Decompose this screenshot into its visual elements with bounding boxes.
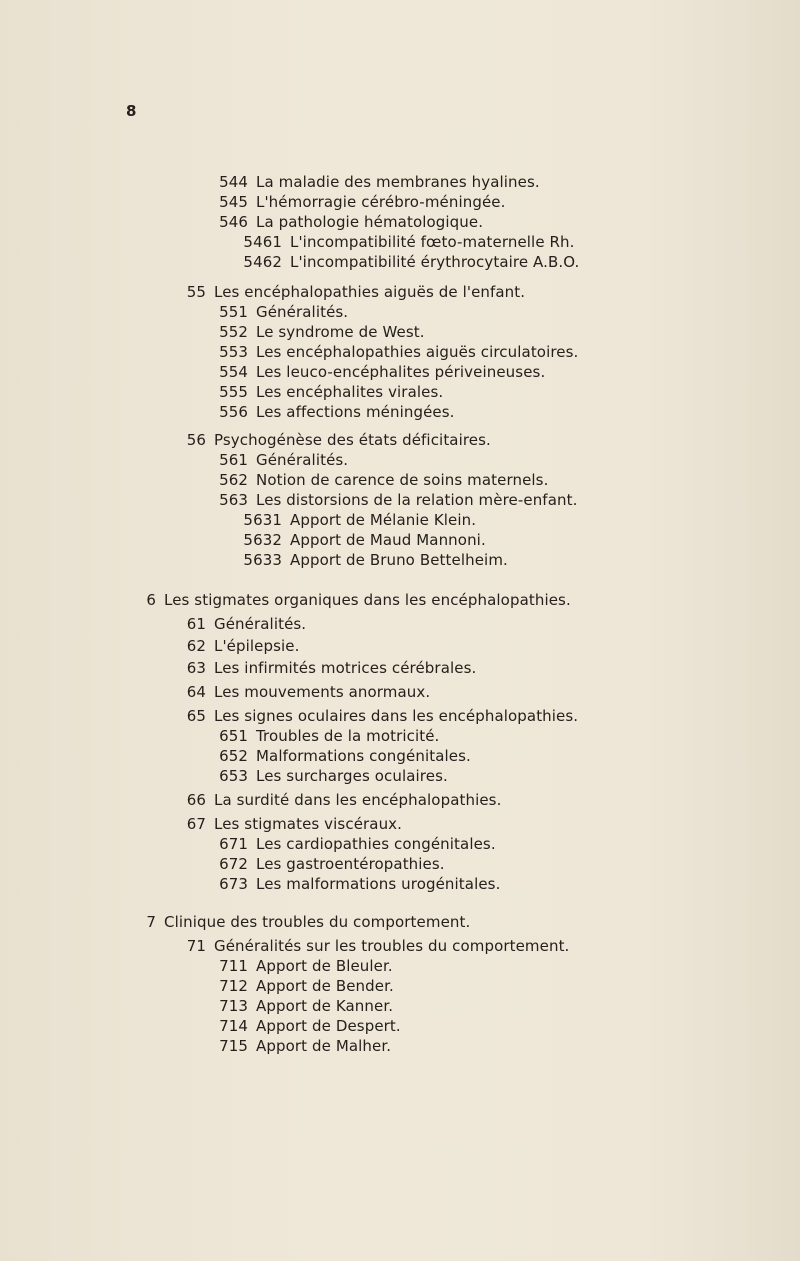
toc-entry-title: L'hémorragie cérébro-méningée. — [256, 193, 506, 211]
toc-entry-number: 67 — [186, 815, 206, 833]
toc-entry-title: Généralités sur les troubles du comportement. — [214, 937, 570, 955]
toc-entry — [144, 912, 470, 932]
toc-entry — [216, 362, 545, 382]
toc-entry-title: L'incompatibilité fœto-maternelle Rh. — [290, 233, 575, 251]
toc-entry-title: Les encéphalopathies aiguës de l'enfant. — [214, 283, 526, 301]
toc-entry — [216, 854, 445, 874]
toc-entry-number: 551 — [219, 303, 248, 321]
toc-entry-number: 651 — [219, 727, 248, 745]
toc-entry — [240, 530, 486, 550]
toc-entry — [180, 936, 569, 956]
toc-entry-title: Les signes oculaires dans les encéphalopathies. — [214, 707, 579, 725]
toc-entry-title: Généralités. — [214, 615, 307, 633]
toc-entry — [216, 192, 506, 212]
toc-entry-number: 561 — [219, 451, 248, 469]
toc-entry-number: 64 — [186, 683, 206, 701]
toc-entry — [180, 706, 578, 726]
toc-entry — [216, 1016, 401, 1036]
toc-entry-title: Apport de Bleuler. — [256, 957, 393, 975]
toc-entry-title: La maladie des membranes hyalines. — [256, 173, 540, 191]
toc-entry-title: Les encéphalites virales. — [256, 383, 444, 401]
toc-entry-title: Notion de carence de soins maternels. — [256, 471, 549, 489]
toc-entry-title: Les leuco-encéphalites périveineuses. — [256, 363, 546, 381]
toc-entry — [216, 172, 540, 192]
toc-entry-number: 5632 — [243, 531, 282, 549]
toc-entry-number: 62 — [186, 637, 206, 655]
toc-entry-title: Les distorsions de la relation mère-enfant. — [256, 491, 578, 509]
toc-entry — [216, 382, 443, 402]
toc-entry-title: L'incompatibilité érythrocytaire A.B.O. — [290, 253, 580, 271]
toc-entry — [144, 590, 571, 610]
toc-entry — [216, 470, 548, 490]
toc-entry — [216, 726, 439, 746]
toc-entry — [240, 232, 575, 252]
toc-entry — [180, 614, 306, 634]
toc-entry — [216, 874, 500, 894]
toc-entry-title: Apport de Despert. — [256, 1017, 401, 1035]
toc-entry-number: 714 — [219, 1017, 248, 1035]
toc-entry-title: La pathologie hématologique. — [256, 213, 484, 231]
toc-entry-title: Les infirmités motrices cérébrales. — [214, 659, 477, 677]
toc-entry-number: 544 — [219, 173, 248, 191]
toc-entry — [180, 282, 525, 302]
toc-entry — [216, 212, 483, 232]
toc-entry — [180, 658, 476, 678]
toc-entry-number: 56 — [186, 431, 206, 449]
toc-entry-number: 5633 — [243, 551, 282, 569]
toc-entry-number: 5462 — [243, 253, 282, 271]
toc-entry-number: 711 — [219, 957, 248, 975]
toc-entry-number: 653 — [219, 767, 248, 785]
toc-entry — [216, 1036, 391, 1056]
toc-entry-title: Apport de Bender. — [256, 977, 394, 995]
toc-entry-number: 61 — [186, 615, 206, 633]
toc-entry-number: 652 — [219, 747, 248, 765]
toc-entry-number: 713 — [219, 997, 248, 1015]
toc-entry-number: 65 — [186, 707, 206, 725]
toc-entry-title: Les mouvements anormaux. — [214, 683, 431, 701]
toc-entry-title: Les stigmates organiques dans les encéphalopathies. — [164, 591, 571, 609]
toc-entry-title: Apport de Bruno Bettelheim. — [290, 551, 508, 569]
toc-entry-number: 545 — [219, 193, 248, 211]
toc-entry — [216, 450, 348, 470]
toc-entry-number: 672 — [219, 855, 248, 873]
toc-entry-number: 712 — [219, 977, 248, 995]
toc-entry — [180, 790, 501, 810]
toc-entry — [216, 342, 578, 362]
toc-entry-number: 55 — [186, 283, 206, 301]
toc-entry — [216, 834, 496, 854]
toc-entry — [216, 996, 393, 1016]
toc-entry-title: Les cardiopathies congénitales. — [256, 835, 496, 853]
toc-entry-title: Apport de Maud Mannoni. — [290, 531, 486, 549]
toc-entry-title: Apport de Mélanie Klein. — [290, 511, 477, 529]
toc-entry — [180, 430, 491, 450]
page-number: 8 — [126, 102, 137, 120]
toc-entry-number: 556 — [219, 403, 248, 421]
toc-entry-number: 673 — [219, 875, 248, 893]
toc-entry-number: 6 — [146, 591, 156, 609]
toc-entry-number: 5461 — [243, 233, 282, 251]
toc-entry — [216, 302, 348, 322]
toc-entry-title: Généralités. — [256, 303, 349, 321]
toc-entry-number: 563 — [219, 491, 248, 509]
toc-entry — [216, 402, 455, 422]
toc-entry-title: Les surcharges oculaires. — [256, 767, 448, 785]
toc-entry — [180, 682, 430, 702]
toc-entry-number: 63 — [186, 659, 206, 677]
toc-entry — [216, 322, 425, 342]
toc-entry — [240, 252, 579, 272]
toc-entry-title: Les malformations urogénitales. — [256, 875, 501, 893]
toc-entry-number: 7 — [146, 913, 156, 931]
toc-entry-title: Les affections méningées. — [256, 403, 455, 421]
toc-entry-title: Clinique des troubles du comportement. — [164, 913, 471, 931]
toc-entry — [240, 510, 476, 530]
toc-entry-number: 715 — [219, 1037, 248, 1055]
toc-entry-number: 66 — [186, 791, 206, 809]
toc-entry-title: Les encéphalopathies aiguës circulatoires. — [256, 343, 579, 361]
toc-entry-number: 71 — [186, 937, 206, 955]
toc-entry-number: 5631 — [243, 511, 282, 529]
toc-entry-title: Le syndrome de West. — [256, 323, 425, 341]
toc-entry-number: 552 — [219, 323, 248, 341]
toc-entry-title: Troubles de la motricité. — [256, 727, 440, 745]
toc-entry-number: 562 — [219, 471, 248, 489]
toc-entry-number: 555 — [219, 383, 248, 401]
toc-entry-title: Les stigmates viscéraux. — [214, 815, 403, 833]
toc-entry-number: 553 — [219, 343, 248, 361]
toc-entry — [216, 956, 393, 976]
toc-entry-title: Psychogénèse des états déficitaires. — [214, 431, 491, 449]
toc-entry — [216, 976, 394, 996]
toc-entry — [216, 766, 448, 786]
toc-entry-number: 554 — [219, 363, 248, 381]
toc-entry — [180, 814, 402, 834]
toc-entry — [216, 746, 471, 766]
toc-entry — [180, 636, 300, 656]
toc-entry-title: La surdité dans les encéphalopathies. — [214, 791, 502, 809]
toc-entry-title: Apport de Malher. — [256, 1037, 392, 1055]
toc-entry-title: Généralités. — [256, 451, 349, 469]
toc-entry-number: 546 — [219, 213, 248, 231]
toc-entry-title: Les gastroentéropathies. — [256, 855, 445, 873]
toc-entry — [216, 490, 577, 510]
toc-entry-title: Malformations congénitales. — [256, 747, 471, 765]
toc-entry-title: Apport de Kanner. — [256, 997, 394, 1015]
toc-entry-title: L'épilepsie. — [214, 637, 300, 655]
toc-entry — [240, 550, 508, 570]
toc-entry-number: 671 — [219, 835, 248, 853]
